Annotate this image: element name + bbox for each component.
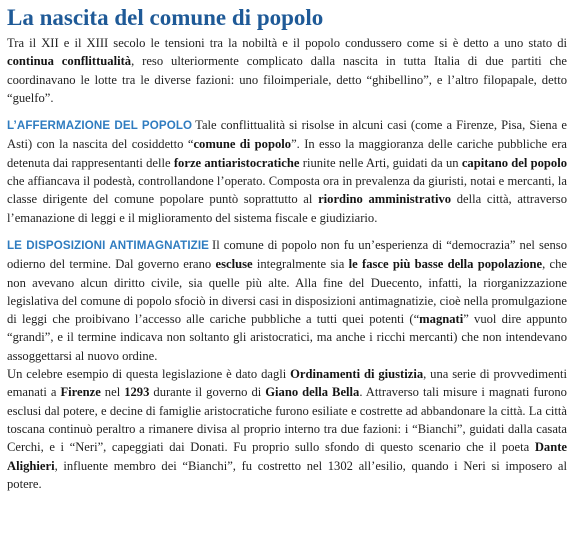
- intro-paragraph: Tra il XII e il XIII secolo le tensioni tra la nobiltà e il popolo condussero come si è detto a uno stato di continua conflittualità, reso ulteriormente complicato dalla nascita in tutta Italia di due partiti che coordinavano le lotte tra le diverse fazioni: uno filoimperiale, detto “ghibellino”, e l’altro filopapale, detto “guelfo”.: [7, 36, 568, 105]
- bold-term: forze antiaristocratiche: [173, 155, 300, 170]
- bold-term: capitano del popolo: [461, 155, 567, 170]
- page-title: La nascita del comune di popolo: [7, 5, 324, 30]
- bold-term: 1293: [124, 385, 150, 400]
- bold-term: Ordinamenti di giustizia: [290, 367, 424, 382]
- section-antimagnatizie: [7, 236, 567, 365]
- bold-term: escluse: [215, 257, 253, 272]
- section-popolo: [7, 116, 567, 227]
- ordinamenti-paragraph: Un celebre esempio di questa legislazione è dato dagli Ordinamenti di giustizia, una serie di provvedimenti emanati a Firenze nel 1293 durante il governo di Giano della Bella. Attraverso tali misure i magnati furono esclusi dal potere, e decine di famiglie aristocratiche furono esiliate e costrette ad abbandonare la città. La città toscana continuò peraltro a rimanere divisa al proprio interno tra due fazioni: i “Bianchi”, guidati dalla casata Cerchi, e i “Neri”, capeggiati dai Donati. Fu proprio sullo sfondo di questo scenario che il poeta Dante Alighieri, influente membro dei “Bianchi”, fu costretto nel 1302 all’esilio, quando i Neri si imposero al potere.: [7, 367, 567, 491]
- bold-term: magnati: [419, 312, 464, 327]
- section-heading-antimagnatizie: LE DISPOSIZIONI ANTIMAGNATIZIE: [7, 238, 209, 252]
- section-heading-popolo: L’AFFERMAZIONE DEL POPOLO: [7, 119, 193, 133]
- bold-term: riordino amministrativo: [318, 192, 452, 207]
- bold-term: le fasce più basse della popolazione: [348, 257, 543, 272]
- bold-term: Dante Alighieri: [7, 440, 567, 473]
- bold-term: continua conflittualità: [7, 54, 132, 69]
- section-body-popolo: Tale conflittualità si risolse in alcuni casi (come a Firenze, Pisa, Siena e Asti) con la nascita del cosiddetto “comune di popolo”. In esso la maggioranza delle cariche pubbliche era detenuta dai rappresentanti delle forze antiaristocratiche riunite nelle Arti, guidati da un capitano del popolo che affiancava il podestà, controllandone l’operato. Composta ora in prevalenza da giuristi, notai e mercanti, la classe dirigente del comune popolare puntò soprattutto al riordino amministrativo della città, attraverso l’emanazione di leggi e il miglioramento del sistema fiscale e giudiziario.: [7, 118, 567, 225]
- bold-term: Giano della Bella: [265, 385, 360, 400]
- bold-term: Firenze: [60, 385, 101, 400]
- bold-term: comune di popolo: [193, 137, 292, 152]
- section-body-antimagnatizie: Il comune di popolo non fu un’esperienza di “democrazia” nel senso odierno del termine. Dal governo erano escluse integralmente sia le fasce più basse della popolazione, che non avevano alcun diritto civile, sia quelle più alte. Alla fine del Duecento, infatti, la riorganizzazione legislativa del comune di popolo sfociò in diversi casi in disposizioni antimagnatizie, cioè nella promulgazione di leggi che proibivano l’accesso alle cariche pubbliche a tutti quei potenti (“magnati” vuol dire appunto “grandi”, e il termine indicava non soltanto gli aristocratici, ma anche i ricchi mercanti) che non intendevano assoggettarsi al nuovo ordine.: [7, 237, 568, 363]
